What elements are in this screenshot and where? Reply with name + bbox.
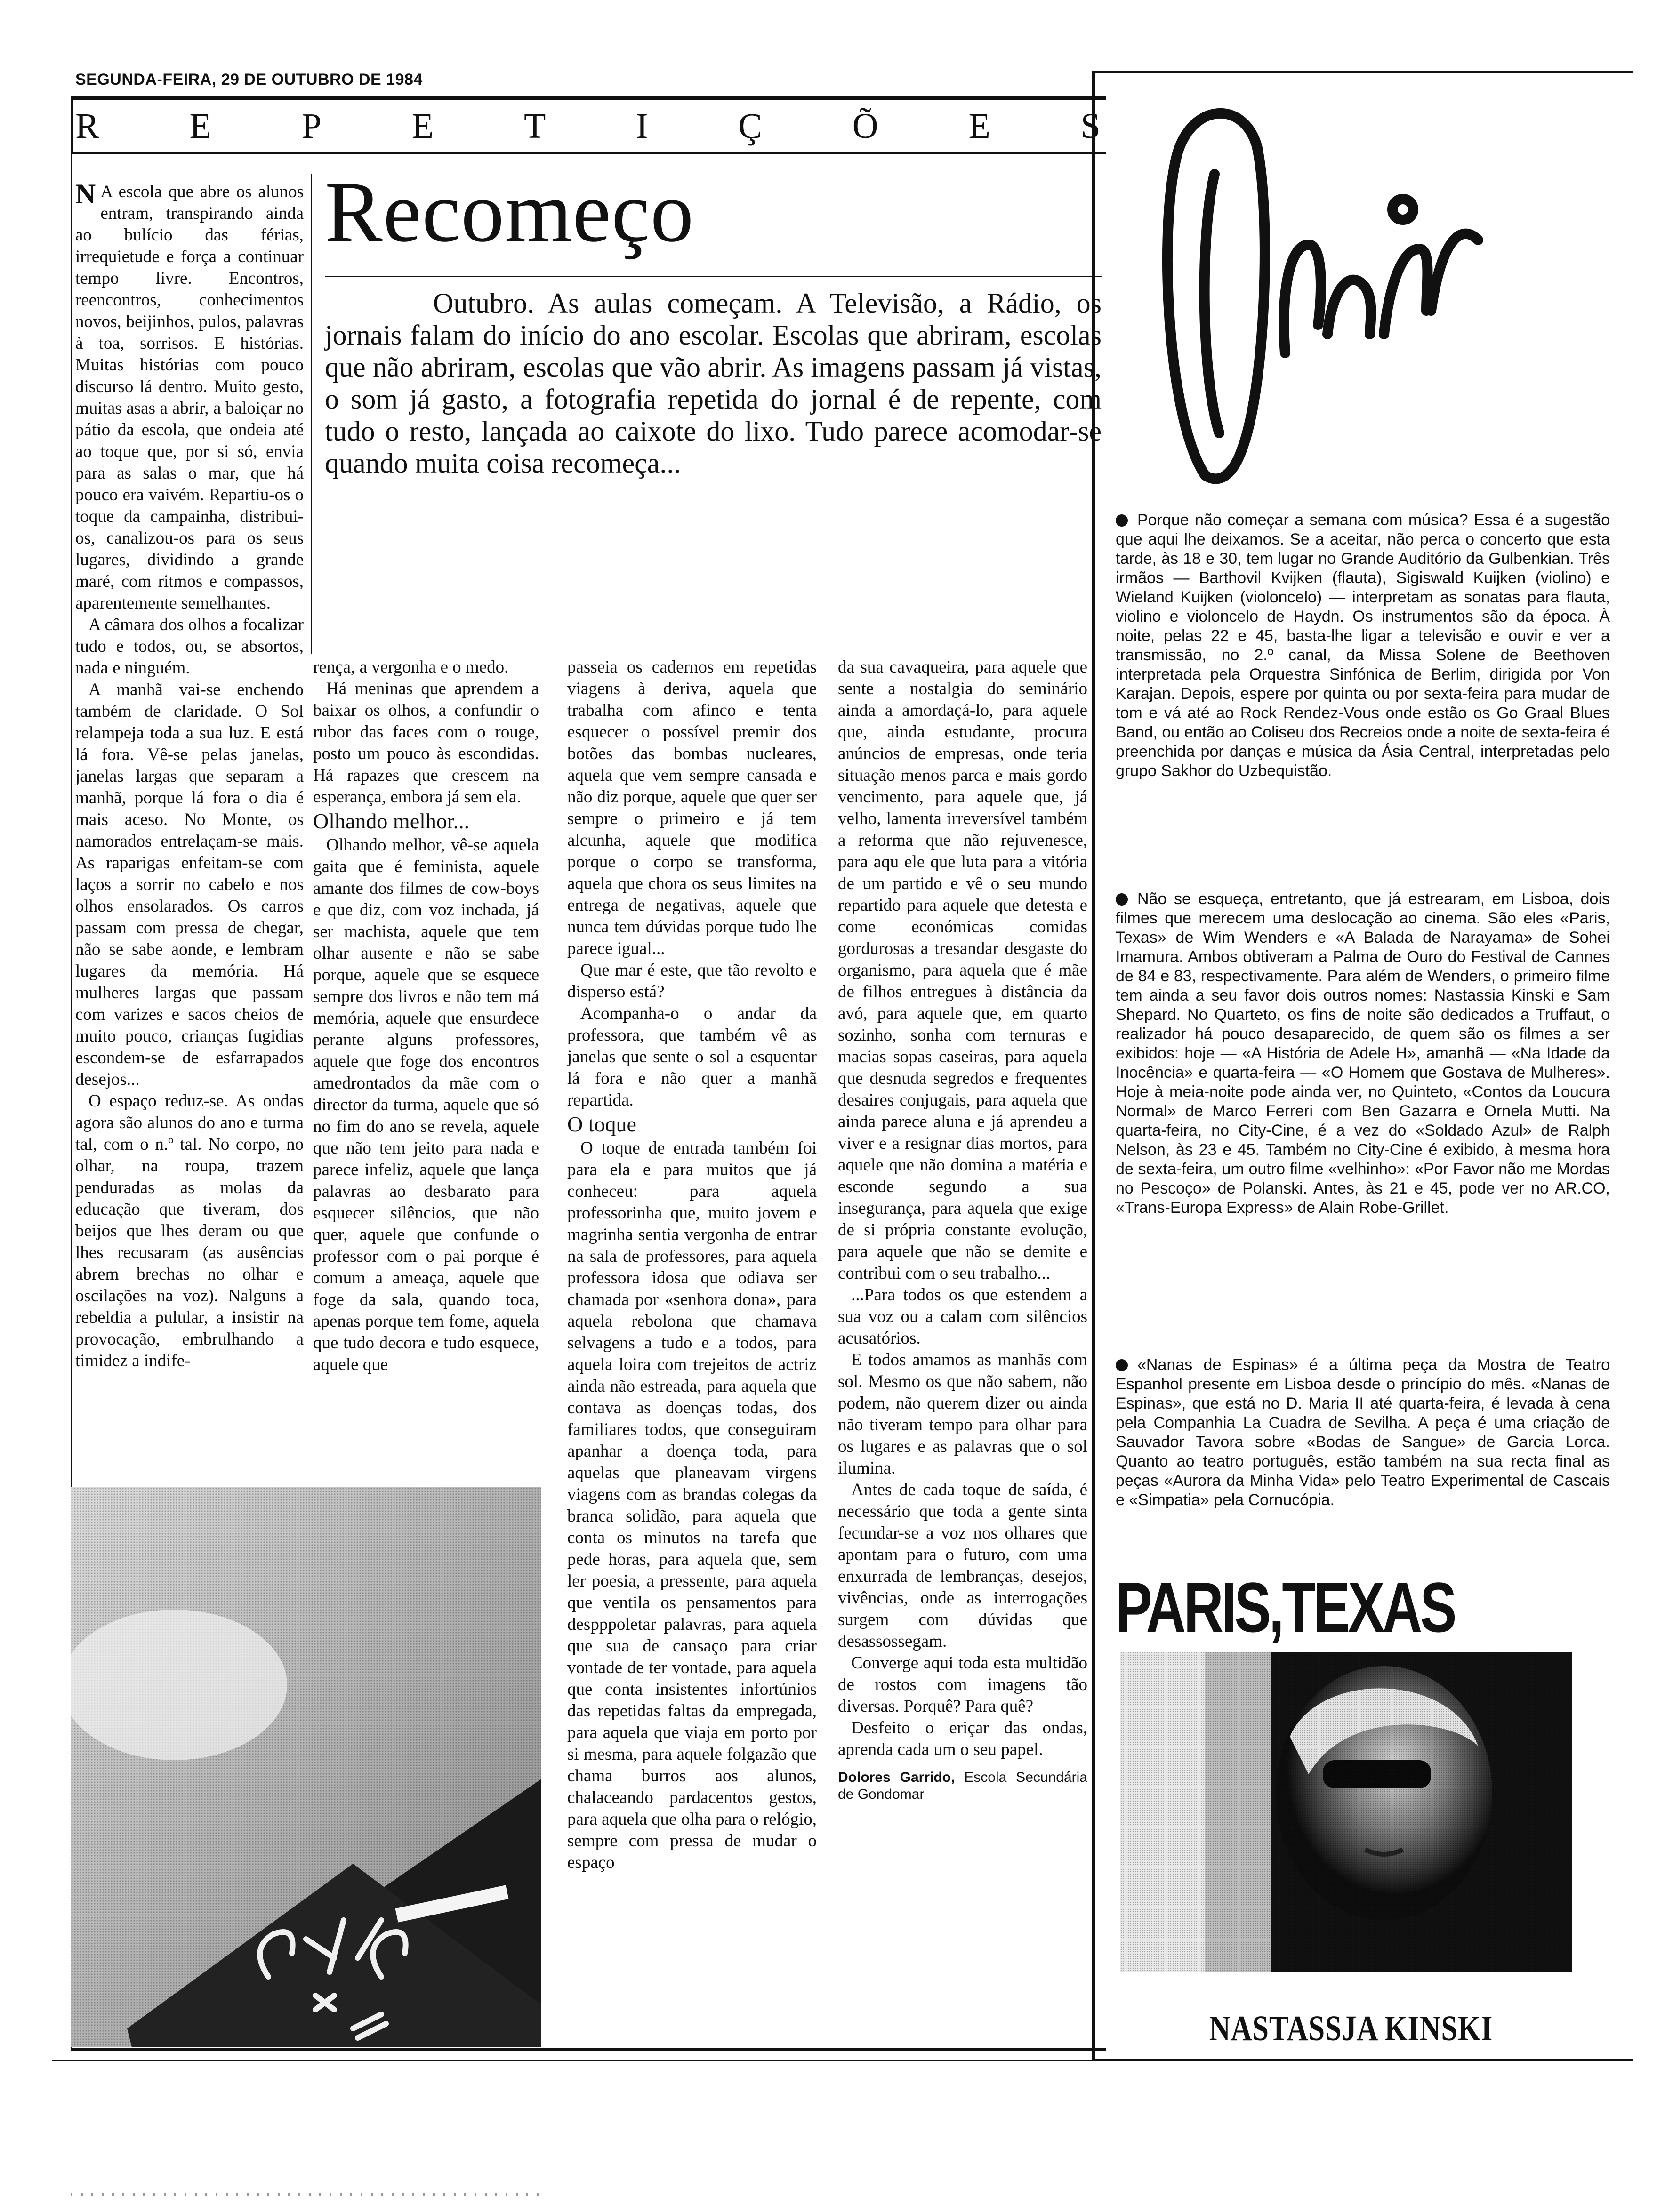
article-column-1: [75, 178, 304, 1372]
paragraph: A manhã vai-se enchendo também de claridade. O Sol relampeja toda a sua luz. E está lá fora. Vê-se pelas janelas, janelas largas que separam a manhã, porque lá fora o dia é mais aceso. No Monte, os namorados entrelaçam-se mais. As raparigas enfeitam-se com laços a sorrir no cabelo e nos olhos ensolarados. Os carros passam com pressa de chegar, não se sabe aonde, e lembram lugares da memória. Há mulheres largas que passam com varizes e sacos cheios de muito pouco, crianças fugidias escondem-se de esfarrapados desejos...: [75, 680, 304, 1089]
section-letter: E: [411, 106, 435, 146]
sidebar-paragraph: [1116, 890, 1610, 1218]
movie-ad: [1111, 1563, 1591, 2057]
article-column-3: [567, 657, 817, 1874]
subhead: O toque: [567, 1112, 636, 1136]
paragraph: Antes de cada toque de saída, é necessário que toda a gente sinta fecundar-se a voz nos olhares que apontam para o futuro, com uma enxurrada de lembranças, desejos, vivências, onde as interrogações surgem com dúvidas que desassossegam.: [838, 1480, 1087, 1651]
paragraph: Converge aqui toda esta multidão de rostos com imagens tão diversas. Porquê? Para quê?: [838, 1653, 1087, 1716]
paragraph: ...Para todos os que estendem a sua voz ou a calam com silêncios acusatórios.: [838, 1285, 1087, 1348]
section-letter: T: [523, 106, 547, 146]
sidebar-item-cinema: [1116, 890, 1610, 1218]
paragraph: O espaço reduz-se. As ondas agora são alunos do ano e turma tal, com o n.º tal. No corpo, no olhar, na roupa, trazem penduradas as molas da educação que tiveram, dos beijos que lhes deram ou que lhes recusaram (as ausências abrem brechas no olhar e oscilações na voz). Nalguns a rebeldia a pulular, a insistir na provocação, embrulhando a timidez a indife-: [75, 1091, 304, 1370]
paragraph: rença, a vergonha e o medo.: [313, 657, 509, 677]
paragraph: Olhando melhor, vê-se aquela gaita que é feminista, aquele amante dos filmes de cow-boys e que diz, com voz inchada, já ser machista, aquele que tem olhar ausente e não se sabe porque, aquele que se esquece sempre dos livros e não tem má memória, aquele que ensurdece perante alguns professores, aquele que foge dos encontros amedrontados da mãe com o director da turma, aquele que só no fim do ano se revela, aquele que não tem jeito para nada e parece infeliz, aquele que lança palavras ao desbarato para esquecer silêncios, que não quer, aquele que confunde o professor com o pai porque é comum a ameaça, aquele que foge da sala, quando toca, apenas porque tem fome, aquela que tudo decora e tudo esquece, aquele que: [313, 835, 539, 1374]
ad-actress-name: NASTASSJA KINSKI: [1209, 2009, 1493, 2048]
paragraph: Desfeito o eriçar das ondas, aprenda cada um o seu papel.: [838, 1718, 1087, 1759]
byline-affiliation: Escola Secundária de Gondomar: [838, 1770, 1087, 1802]
glass-highlight: [71, 1610, 287, 1760]
ad-photo: [1120, 1652, 1572, 1972]
section-letter: Ç: [738, 106, 763, 146]
paragraph: E todos amamos as manhãs com sol. Mesmo os que não sabem, não podem, não querem dizer ou ainda não tiveram tempo para olhar para os lugares e as palavras que o sol ilumina.: [838, 1350, 1087, 1478]
sidebar-item-music: [1116, 511, 1610, 781]
banner-left-rule: [71, 96, 73, 154]
dateline: SEGUNDA-FEIRA, 29 DE OUTUBRO DE 1984: [75, 71, 423, 88]
column-divider-1: [311, 174, 312, 654]
section-letter: E: [189, 106, 212, 146]
banner-top-rule: [71, 96, 1106, 100]
chalkboard-photo: [71, 1487, 541, 2047]
article-column-2: [313, 657, 539, 1376]
sidebar-text: Porque não começar a semana com música? Essa é a sugestão que aqui lhe deixamos. Se a aceitar, não perca o concerto que esta tarde, às 18 e 30, tem lugar no Grande Auditório da Gulbenkian. Três irmãos — Barthovil Kvijken (flauta), Sigiswald Kuijken (violino) e Wieland Kuijken (violoncelo) — interpretam as sonatas para flauta, violino e violoncelo de Haydn. Os instrumentos são da época. À noite, pelas 22 e 45, basta-lhe ligar a televisão e ouvir e ver a transmissão, no 2.º canal, da Missa Solene de Beethoven interpretada pela Orquestra Sinfónica de Berlim, dirigida por Von Karajan. Depois, espere por quinta ou por sexta-feira para mudar de tom e vá até ao Rock Rendez-Vous onde estão os Go Graal Blues Band, ou então ao Coliseu dos Recreios onde a noite de sexta-feira é preenchida por danças e música da Ásia Central, interpretadas pelo grupo Sakhor do Uzbequistão.: [1116, 511, 1610, 780]
headline: Recomeço: [325, 164, 694, 260]
paragraph: O toque de entrada também foi para ela e para muitos que já conheceu: para aquela professorinha que, muito jovem e magrinha sentia vergonha de entrar na sala de professores, para aquela professora idosa que odiava ser chamada por «senhora dona», para aquela rebolona que chamava selvagens a tudo e a todos, para aquela loira com trejeitos de actriz ainda não estreada, para aquela que contava as doenças todas, dos familiares todos, que conseguiram apanhar a doença toda, para aquelas que planeavam virgens viagens com as brandas colegas da branca solidão, para aquela que conta os minutos na tarefa que pede horas, para aquela que, sem ler poesia, a pressente, para aquela que ventila os pensamentos para despppoletar palavras, para aquela que sua de cansaço para criar vontade de ter vontade, para aquela que conta insistentes infortúnios das repetidas faltas da empregada, para aquela que viaja em porto por si mesma, para aquele folgazão que chama burros aos alunos, chalaceando pardacentos gestos, para aquela que olha para o relógio, sempre com pressa de mudar o espaço: [567, 1138, 817, 1872]
paragraph: Acompanha-o o andar da professora, que também vê as janelas que sente o sol a esquentar lá fora e não quer a manhã repartida.: [567, 1004, 817, 1110]
section-letter: P: [301, 106, 322, 146]
paragraph: passeia os cadernos em repetidas viagens à deriva, aquela que trabalha com afinco e tenta esquecer o possível premir dos botões das bombas nucleares, aquela que vem sempre cansada e não diz porque, aquele que quer ser sempre o primeiro e já tem alcunha, aquele que modifica porque o corpo se transforma, aquela que chora os seus limites na entrega de negativas, aquele que nunca tem dúvidas porque tudo lhe parece igual...: [567, 657, 817, 958]
drop-cap: N: [75, 178, 96, 209]
sidebar-text: «Nanas de Espinas» é a última peça da Mostra de Teatro Espanhol presente em Lisboa desde o princípio do mês. «Nanas de Espinas», que está no D. Maria II até quarta-feira, é levada à cena pela Companhia La Cuadra de Sevilha. A peça é uma criação de Sauvador Tavora sobre «Bodas de Sangue» de Garcia Lorca. Quanto ao teatro português, estão também na sua recta final as peças «Aurora da Minha Vida» pelo Teatro Experimental de Cascais e «Simpatia» pela Cornucópia.: [1116, 1356, 1610, 1509]
sidebar-text: Não se esqueça, entretanto, que já estrearam, em Lisboa, dois filmes que merecem uma deslocação ao cinema. São eles «Paris, Texas» de Wim Wenders e «A Balada de Narayama» de Sohei Imamura. Ambos obtiveram a Palma de Ouro do Festival de Cannes de 84 e 83, respectivamente. Para além de Wenders, o primeiro filme tem ainda a seu favor dois outros nomes: Nastassia Kinski e Sam Shepard. No Quarteto, os fins de noite são dedicados a Truffaut, o realizador há pouco desaparecido, de quem são os filmes a ser exibidos: hoje — «A História de Adele H», amanhã — «Na Idade da Inocência» e quarta-feira — «O Homem que Gostava de Mulheres». Hoje à meia-noite pode ainda ver, no Quinteto, «Contos da Loucura Normal» de Marco Ferreri com Ben Gazarra e Ornela Mutti. Na quarta-feira, no City-Cine, é a vez do «Soldado Azul» de Ralph Nelson, às 23 e 45. Também no City-Cine é exibido, à mesma hora de sexta-feira, um outro filme «velhinho»: «Por Favor não me Mordas no Pescoço» de Polanski. Antes, às 21 e 45, pode ver no AR.CO, «Trans-Europa Express» de Alain Robe-Grillet.: [1116, 890, 1610, 1217]
byline-author: Dolores Garrido,: [838, 1770, 955, 1785]
section-letter: E: [968, 106, 991, 146]
paragraph: Que mar é este, que tão revolto e disperso está?: [567, 961, 817, 1002]
article-column-4: [838, 657, 1087, 1803]
banner-bottom-rule: [71, 152, 1106, 154]
sidebar-paragraph: [1116, 511, 1610, 781]
bullet-icon: [1116, 893, 1128, 906]
paragraph: da sua cavaqueira, para aquele que sente a nostalgia do seminário ainda a amordaçá-lo, para aquele que, ainda estudante, procura anúncios de empresas, onde teria situação menos parca e mais gordo vencimento, para aquele que, já velho, lamenta irreversível também a reforma que não rejuvenesce, para aqu ele que luta para a vitória de um partido e vê o seu mundo repartido para aquele que detesta e come económicas comidas gordurosas a tresandar desgaste do organismo, para aquela que é mãe de filhos entregues à distância da avó, para aquele que, em quarto sozinho, sonha com ternuras e macias sopas caseiras, para aquela que desnuda segredos e frequentes desaires conjugais, para aquela que ainda parece aluna e já aprendeu a viver e a resignar dias mortos, para aquele que não domina a matéria e esconde segundo a sua insegurança, para aquela que exige de si própria constante evolução, para aquele que não se demite e contribui com o seu trabalho...: [838, 657, 1087, 1283]
section-letter: Õ: [852, 106, 879, 146]
main-frame-bottom-2: [52, 2060, 1097, 2061]
sidebar-paragraph: [1116, 1355, 1610, 1510]
headline-underline: [325, 276, 1102, 277]
main-frame-bottom: [71, 2048, 1106, 2051]
byline: [838, 1769, 1087, 1803]
intro-paragraph: Outubro. As aulas começam. A Televisão, a Rádio, os jornais falam do início do ano escolar. Escolas que abriram, escolas que não abriram, escolas que vão abrir. As imagens passam já vistas, o som já gasto, a fotografia repetida do jornal é de repente, com tudo o resto, lançada ao caixote do lixo. Tudo parece acomodar-se quando muita coisa recomeça...: [325, 288, 1102, 479]
paragraph: Há meninas que aprendem a baixar os olhos, a confundir o rubor das faces com o rouge, posto um pouco às escondidas. Há rapazes que crescem na esperança, embora já sem ela.: [313, 679, 539, 807]
scan-margin: [71, 2193, 541, 2196]
chalkboard-illustration: [71, 1487, 541, 2047]
paragraph-text: A escola que abre os alunos entram, transpirando ainda ao bulício das férias, irrequietude e força a continuar tempo livre. Encontros, reencontros, conhecimentos novos, beijinhos, pulos, palavras à toa, sorrisos. E histórias. Muitas histórias com pouco discurso lá dentro. Muito gesto, muitas asas a abrir, a baloiçar no pátio da escola, que ondeia até ao toque que, por si só, envia para as salas o mar, que há pouco era vaivém. Repartiu-os o toque da campainha, distribui-os, canalizou-os para os seus lugares, dividindo a grande maré, com ritmos e compassos, aparentemente semelhantes.: [75, 182, 304, 613]
paragraph: [75, 178, 304, 614]
actress-portrait-image: [1120, 1652, 1572, 1972]
section-title: [75, 104, 1102, 148]
sidebar-item-theatre: [1116, 1355, 1610, 1510]
bullet-icon: [1116, 1359, 1128, 1371]
logo-text: Ouvir: [1149, 89, 1150, 90]
section-letter: R: [75, 106, 100, 146]
paragraph: A câmara dos olhos a focalizar tudo e todos, ou, se absortos, nada e ninguém.: [75, 615, 304, 678]
paperclip-logo-icon: [1149, 89, 1506, 504]
ouvir-logo: [1149, 89, 1506, 504]
ad-title: PARIS,TEXAS: [1116, 1568, 1455, 1647]
section-letter: S: [1080, 106, 1102, 146]
section-letter: I: [636, 106, 649, 146]
subhead: Olhando melhor...: [313, 809, 470, 833]
bullet-icon: [1116, 514, 1128, 527]
